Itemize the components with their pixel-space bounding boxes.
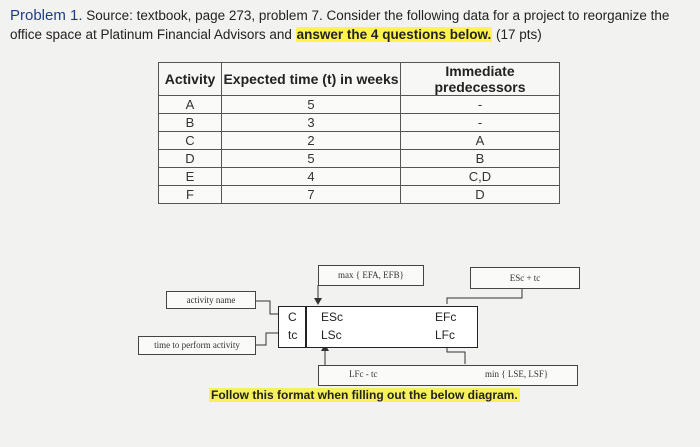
header-expected-time: Expected time (t) in weeks bbox=[222, 63, 401, 96]
es-formula-box bbox=[470, 267, 580, 289]
time-connector bbox=[255, 333, 278, 345]
cell-time: 5 bbox=[222, 150, 401, 168]
cell-activity: A bbox=[159, 96, 222, 114]
problem-text: Source: textbook, page 273, problem 7. Consider the following data for a project to reorganize the office space at Platinum Financial Advisors and bbox=[10, 8, 670, 42]
cell-predecessor: B bbox=[401, 150, 560, 168]
time-label: time to perform activity bbox=[154, 340, 240, 350]
node-lf: LFc bbox=[435, 328, 456, 342]
node-es: ESc bbox=[321, 310, 344, 324]
cell-activity: E bbox=[159, 168, 222, 186]
highlighted-instruction: answer the 4 questions below. bbox=[296, 27, 492, 42]
es-formula-label: ESc + tc bbox=[509, 273, 541, 283]
cell-predecessor: - bbox=[401, 114, 560, 132]
cell-time: 3 bbox=[222, 114, 401, 132]
cell-activity: D bbox=[159, 150, 222, 168]
table-header-row bbox=[159, 63, 560, 96]
max-arrowhead bbox=[314, 298, 322, 305]
max-ef-box bbox=[318, 265, 424, 286]
cell-time: 2 bbox=[222, 132, 401, 150]
problem-number: Problem 1. bbox=[10, 7, 83, 24]
max-ef-label: max { EFA, EFB} bbox=[338, 270, 404, 280]
cell-activity: B bbox=[159, 114, 222, 132]
header-activity: Activity bbox=[159, 63, 222, 96]
header-predecessors: Immediate predecessors bbox=[401, 63, 560, 96]
es-formula-connector bbox=[447, 289, 522, 304]
time-box bbox=[138, 336, 256, 355]
table-row bbox=[159, 150, 560, 168]
node-divider-vertical bbox=[305, 307, 307, 347]
node-activity-name: C bbox=[288, 310, 297, 324]
node-time: tc bbox=[288, 328, 298, 342]
cell-time: 5 bbox=[222, 96, 401, 114]
table-row bbox=[159, 96, 560, 114]
cell-predecessor: D bbox=[401, 186, 560, 204]
node-ef: EFc bbox=[435, 310, 457, 324]
table-row bbox=[159, 168, 560, 186]
cell-predecessor: A bbox=[401, 132, 560, 150]
cell-activity: F bbox=[159, 186, 222, 204]
cell-predecessor: C,D bbox=[401, 168, 560, 186]
lf-minus-t-label: LFc - tc bbox=[349, 369, 378, 379]
min-connector bbox=[447, 347, 465, 364]
node-ls: LSc bbox=[321, 328, 342, 342]
table-row bbox=[159, 114, 560, 132]
activity-table bbox=[158, 62, 560, 204]
cell-time: 7 bbox=[222, 186, 401, 204]
points: (17 pts) bbox=[492, 27, 542, 42]
activity-name-label: activity name bbox=[186, 295, 236, 305]
activity-name-box bbox=[166, 291, 256, 309]
cell-activity: C bbox=[159, 132, 222, 150]
min-ls-label: min { LSE, LSF} bbox=[485, 369, 549, 379]
activity-name-connector bbox=[255, 301, 278, 314]
cell-predecessor: - bbox=[401, 96, 560, 114]
table-row bbox=[159, 132, 560, 150]
lf-min-box bbox=[318, 365, 578, 386]
activity-node bbox=[278, 306, 478, 348]
instruction-footer: Follow this format when filling out the below diagram. bbox=[211, 388, 518, 402]
problem-statement bbox=[10, 6, 696, 44]
table-row bbox=[159, 186, 560, 204]
cell-time: 4 bbox=[222, 168, 401, 186]
